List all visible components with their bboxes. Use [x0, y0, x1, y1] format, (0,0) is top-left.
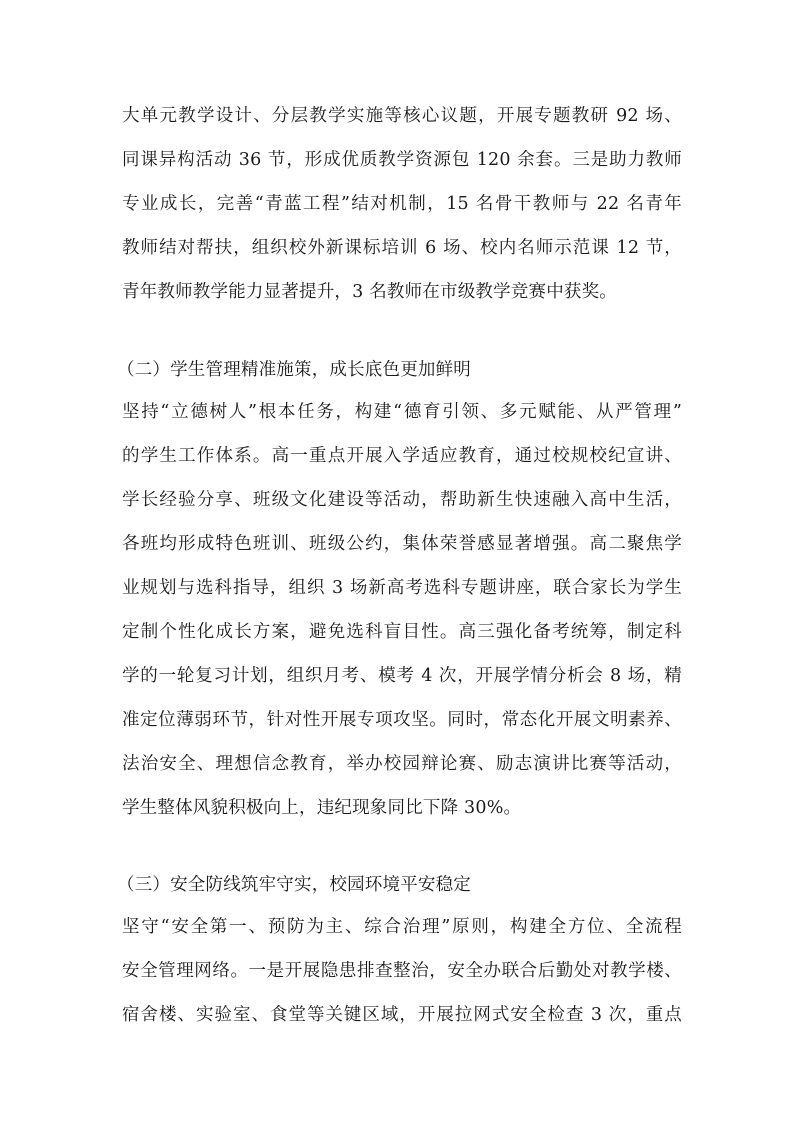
paragraph-line: 学的一轮复习计划，组织月考、模考 4 次，开展学情分析会 8 场，精	[122, 666, 682, 686]
paragraph-line: 准定位薄弱环节，针对性开展专项攻坚。同时，常态化开展文明素养、	[122, 710, 682, 730]
section-heading: （二）学生管理精准施策，成长底色更加鲜明	[117, 360, 471, 380]
paragraph-line: 学生整体风貌积极向上，违纪现象同比下降 30%。	[122, 798, 522, 818]
paragraph-line: 坚持“立德树人”根本任务，构建“德育引领、多元赋能、从严管理”	[122, 402, 682, 422]
paragraph-line: 定制个性化成长方案，避免选科盲目性。高三强化备考统筹，制定科	[122, 622, 682, 642]
paragraph-line: 各班均形成特色班训、班级公约，集体荣誉感显著增强。高二聚焦学	[122, 534, 682, 554]
paragraph-line: 的学生工作体系。高一重点开展入学适应教育，通过校规校纪宣讲、	[122, 446, 682, 466]
paragraph-line: 法治安全、理想信念教育，举办校园辩论赛、励志演讲比赛等活动，	[122, 754, 682, 774]
paragraph-line: 同课异构活动 36 节，形成优质教学资源包 120 余套。三是助力教师	[122, 150, 682, 170]
paragraph-line: 安全管理网络。一是开展隐患排查整治，安全办联合后勤处对教学楼、	[122, 961, 682, 981]
paragraph-line: 教师结对帮扶，组织校外新课标培训 6 场、校内名师示范课 12 节，	[122, 238, 682, 258]
paragraph-line: 宿舍楼、实验室、食堂等关键区域，开展拉网式安全检查 3 次，重点	[122, 1005, 682, 1025]
section-heading: （三）安全防线筑牢守实，校园环境平安稳定	[117, 875, 471, 895]
paragraph-line: 业规划与选科指导，组织 3 场新高考选科专题讲座，联合家长为学生	[122, 578, 682, 598]
paragraph-line: 青年教师教学能力显著提升，3 名教师在市级教学竞赛中获奖。	[122, 282, 617, 302]
paragraph-line: 坚守“安全第一、预防为主、综合治理”原则，构建全方位、全流程	[122, 917, 682, 937]
paragraph-line: 大单元教学设计、分层教学实施等核心议题，开展专题教研 92 场、	[122, 106, 682, 126]
paragraph-line: 专业成长，完善“青蓝工程”结对机制，15 名骨干教师与 22 名青年	[122, 194, 682, 214]
paragraph-line: 学长经验分享、班级文化建设等活动，帮助新生快速融入高中生活，	[122, 490, 682, 510]
